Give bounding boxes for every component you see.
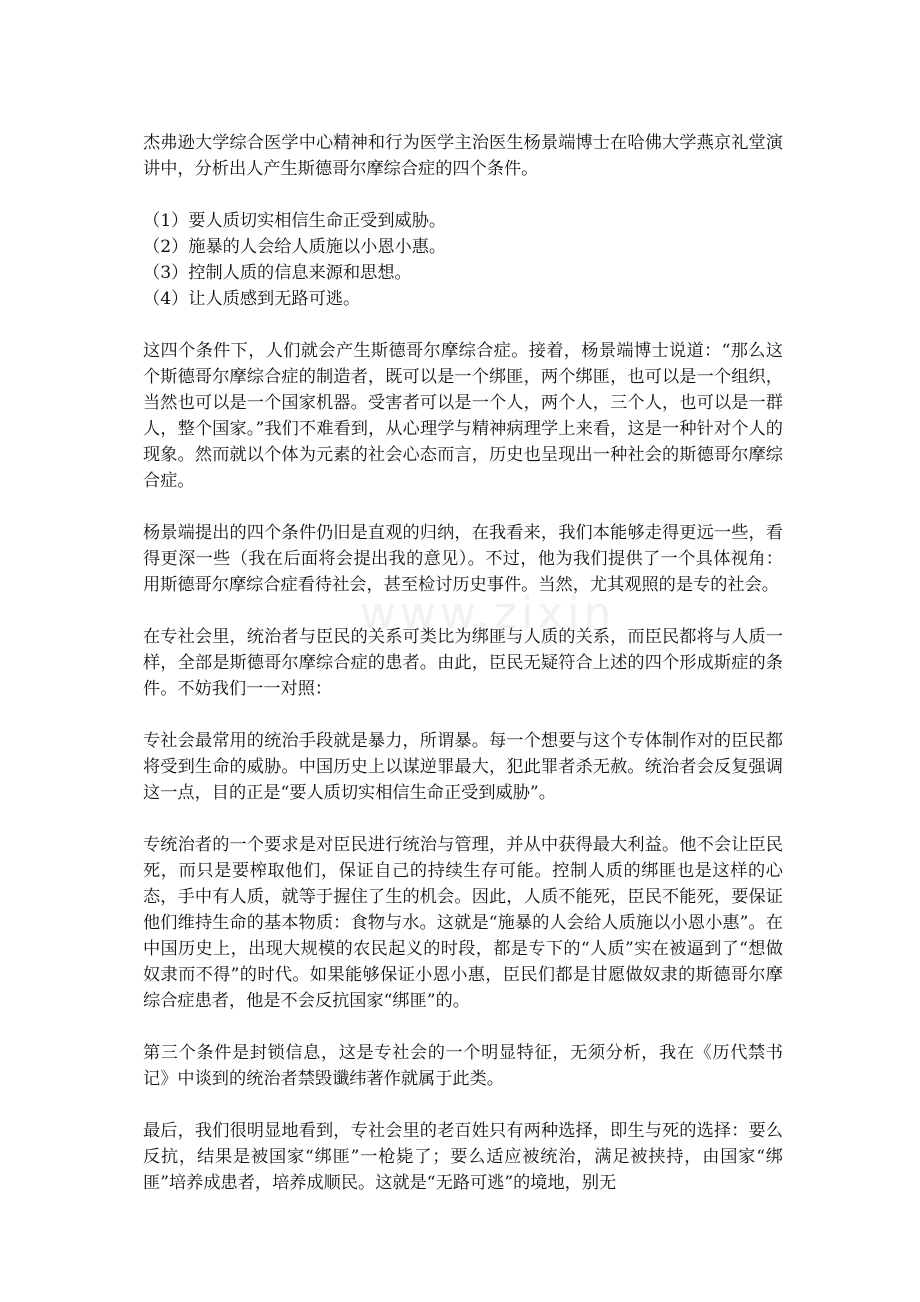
condition-item-1: （1）要人质切实相信生命正受到威胁。 [143,211,447,231]
paragraph-analogy: 在专社会里，统治者与臣民的关系可类比为绑匪与人质的关系，而臣民都将与人质一样，全部是斯德哥尔摩综合症的患者。由此，臣民无疑符合上述的四个形成斯症的条件。不妨我们一一对照： [143,627,783,699]
paragraph-condition-four: 最后，我们很明显地看到，专社会里的老百姓只有两种选择，即生与死的选择：要么反抗，结果是被国家“绑匪”一枪毙了；要么适应被统治，满足被挟持，由国家“绑匪”培养成患者，培养成顺民。这就是“无路可逃”的境地，别无 [143,1121,783,1193]
condition-item-2: （2）施暴的人会给人质施以小恩小惠。 [143,237,447,257]
document-body [143,130,783,1222]
paragraph-condition-three: 第三个条件是封锁信息，这是专社会的一个明显特征，无须分析，我在《历代禁书记》中谈到的统治者禁毁谶纬著作就属于此类。 [143,1043,783,1089]
paragraph-author-view: 杨景端提出的四个条件仍旧是直观的归纳，在我看来，我们本能够走得更远一些，看得更深一些（我在后面将会提出我的意见）。不过，他为我们提供了一个具体视角：用斯德哥尔摩综合症看待社会，甚至检讨历史事件。当然，尤其观照的是专的社会。 [143,523,783,595]
condition-item-4: （4）让人质感到无路可逃。 [143,289,361,309]
intro-paragraph: 杰弗逊大学综合医学中心精神和行为医学主治医生杨景端博士在哈佛大学燕京礼堂演讲中，分析出人产生斯德哥尔摩综合症的四个条件。 [143,133,783,179]
paragraph-syndrome-definition: 这四个条件下，人们就会产生斯德哥尔摩综合症。接着，杨景端博士说道：“那么这个斯德哥尔摩综合症的制造者，既可以是一个绑匪，两个绑匪，也可以是一个组织，当然也可以是一个国家机器。受害者可以是一个人，两个人，三个人，也可以是一群人，整个国家。”我们不难看到，从心理学与精神病理学上来看，这是一种针对个人的现象。然而就以个体为元素的社会心态而言，历史也呈现出一种社会的斯德哥尔摩综合症。 [143,341,783,491]
paragraph-condition-two: 专统治者的一个要求是对臣民进行统治与管理，并从中获得最大利益。他不会让臣民死，而只是要榨取他们，保证自己的持续生存可能。控制人质的绑匪也是这样的心态，手中有人质，就等于握住了生的机会。因此，人质不能死，臣民不能死，要保证他们维持生命的基本物质：食物与水。这就是“施暴的人会给人质施以小恩小惠”。在中国历史上，出现大规模的农民起义的时段，都是专下的“人质”实在被逼到了“想做奴隶而不得”的时代。如果能够保证小恩小惠，臣民们都是甘愿做奴隶的斯德哥尔摩综合症患者，他是不会反抗国家“绑匪”的。 [143,835,783,1011]
paragraph-condition-one: 专社会最常用的统治手段就是暴力，所谓暴。每一个想要与这个专体制作对的臣民都将受到生命的威胁。中国历史上以谋逆罪最大，犯此罪者杀无赦。统治者会反复强调这一点，目的正是“要人质切实相信生命正受到威胁”。 [143,731,783,803]
watermark: www.zixin [360,588,616,639]
condition-item-3: （3）控制人质的信息来源和思想。 [143,263,412,283]
